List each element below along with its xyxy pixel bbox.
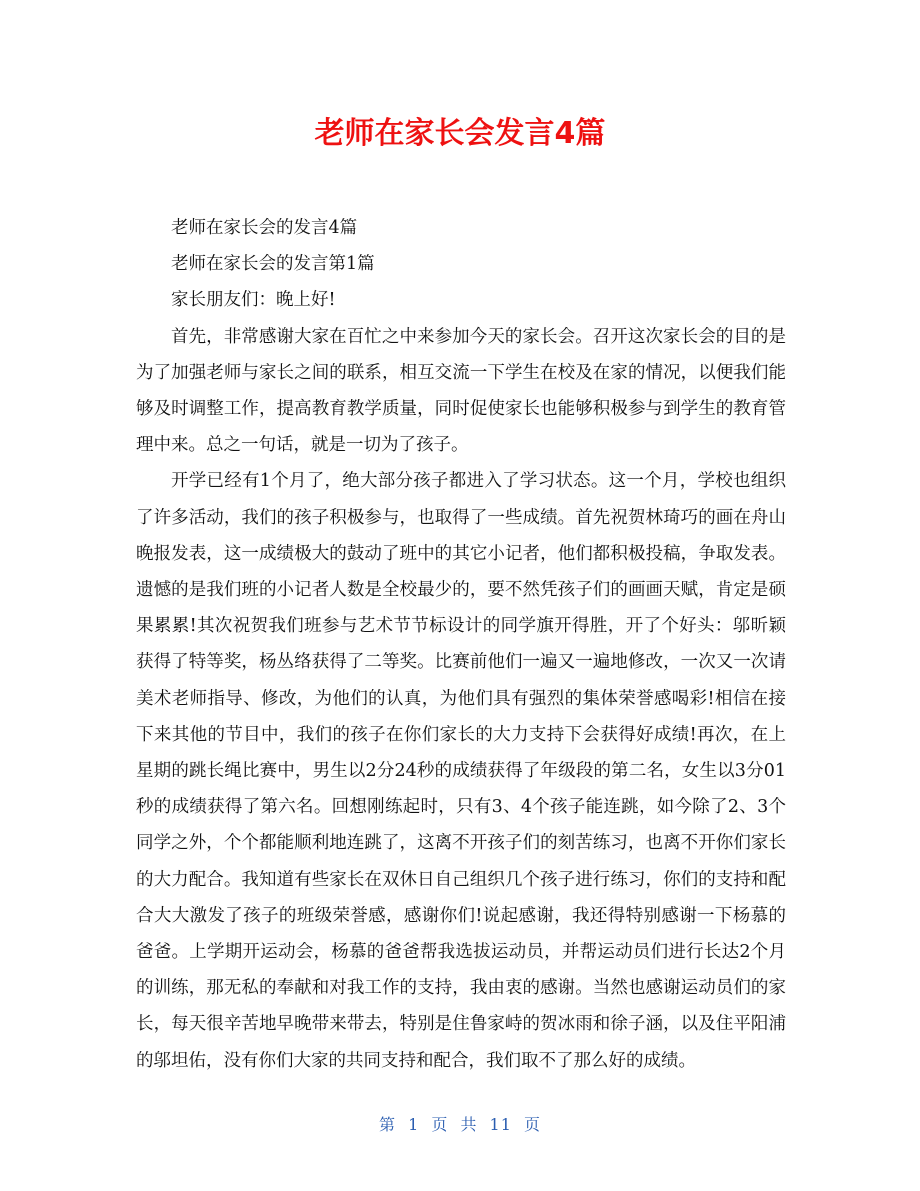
document-body	[136, 210, 786, 1079]
page-number: 第 1 页 共 11 页	[379, 1115, 541, 1134]
paragraph-body: 首先，非常感谢大家在百忙之中来参加今天的家长会。召开这次家长会的目的是为了加强老师与家长之间的联系，相互交流一下学生在校及在家的情况，以便我们能够及时调整工作，提高教育教学质量，同时促使家长也能够积极参与到学生的教育管理中来。总之一句话，就是一切为了孩子。	[136, 326, 786, 456]
paragraph-section-heading: 老师在家长会的发言第1篇	[171, 254, 375, 275]
document-title: 老师在家长会发言4篇	[314, 116, 606, 151]
paragraph-body: 开学已经有1个月了，绝大部分孩子都进入了学习状态。这一个月，学校也组织了许多活动，我们的孩子积极参与，也取得了一些成绩。首先祝贺林琦巧的画在舟山晚报发表，这一成绩极大的鼓动了班中的其它小记者，他们都积极投稿，争取发表。遗憾的是我们班的小记者人数是全校最少的，要不然凭孩子们的画画天赋，肯定是硕果累累!其次祝贺我们班参与艺术节节标设计的同学旗开得胜，开了个好头：邬昕颖获得了特等奖，杨丛络获得了二等奖。比赛前他们一遍又一遍地修改，一次又一次请美术老师指导、修改，为他们的认真，为他们具有强烈的集体荣誉感喝彩!相信在接下来其他的节目中，我们的孩子在你们家长的大力支持下会获得好成绩!再次，在上星期的跳长绳比赛中，男生以2分24秒的成绩获得了年级段的第二名，女生以3分01秒的成绩获得了第六名。回想刚练起时，只有3、4个孩子能连跳，如今除了2、3个同学之外，个个都能顺利地连跳了，这离不开孩子们的刻苦练习，也离不开你们家长的大力配合。我知道有些家长在双休日自己组织几个孩子进行练习，你们的支持和配合大大激发了孩子的班级荣誉感，感谢你们!说起感谢，我还得特别感谢一下杨慕的爸爸。上学期开运动会，杨慕的爸爸帮我选拔运动员，并帮运动员们进行长达2个月的训练，那无私的奉献和对我工作的支持，我由衷的感谢。当然也感谢运动员们的家长，每天很辛苦地早晚带来带去，特别是住鲁家峙的贺冰雨和徐子涵，以及住平阳浦的邬坦佑，没有你们大家的共同支持和配合，我们取不了那么好的成绩。	[136, 471, 786, 1071]
paragraph-greeting: 家长朋友们：晚上好!	[171, 290, 336, 311]
paragraph-subtitle: 老师在家长会的发言4篇	[171, 218, 358, 238]
